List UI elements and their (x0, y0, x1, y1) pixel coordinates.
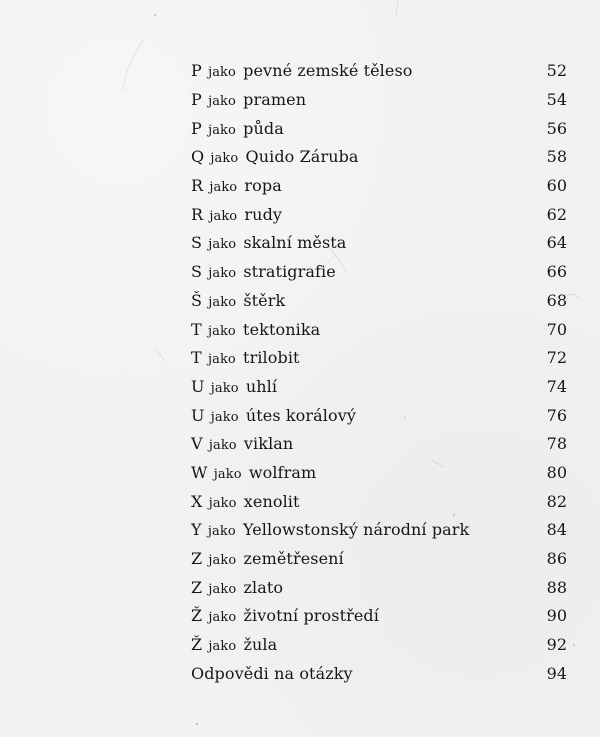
toc-title: pramen (243, 90, 307, 110)
toc-letter: S (191, 262, 203, 282)
toc-title: žula (243, 635, 278, 655)
toc-entry-label (191, 436, 293, 452)
toc-connector: jako (208, 65, 236, 81)
toc-entry-label (191, 63, 413, 79)
toc-letter: Q (191, 147, 205, 167)
toc-letter: T (191, 348, 202, 368)
toc-entry-label (191, 178, 282, 194)
toc-entry-label (191, 235, 346, 251)
toc-title: pevné zemské těleso (243, 61, 413, 81)
toc-row (191, 573, 567, 602)
toc-row (191, 602, 567, 631)
toc-page-number: 82 (546, 491, 567, 511)
toc-title: ropa (244, 176, 282, 196)
toc-page-number: 68 (546, 290, 567, 310)
toc-connector: jako (208, 581, 237, 597)
toc-row (191, 57, 567, 86)
toc-entry-label (191, 376, 278, 396)
toc-row (191, 143, 567, 172)
toc-title: uhlí (245, 376, 278, 396)
toc-connector: jako (209, 208, 238, 224)
toc-connector: jako (208, 266, 237, 282)
toc-entry-label (191, 350, 300, 366)
toc-connector: jako (210, 409, 239, 425)
toc-letter: T (191, 319, 202, 339)
toc-row (191, 430, 567, 459)
toc-letter: X (191, 491, 203, 511)
toc-row (191, 114, 567, 143)
toc-letter: P (191, 90, 202, 110)
toc-page-number: 54 (546, 90, 567, 110)
toc-row (191, 315, 567, 344)
toc-page-number: 84 (546, 520, 567, 540)
toc-title: životní prostředí (243, 606, 379, 626)
toc-title: zlato (243, 577, 284, 597)
toc-page-number: 74 (546, 376, 567, 396)
toc-connector: jako (208, 294, 237, 310)
toc-row-final (191, 659, 567, 688)
toc-letter: R (191, 176, 204, 196)
toc-row (191, 287, 567, 316)
toc-title: útes korálový (245, 405, 357, 425)
toc-page-number: 72 (546, 348, 567, 368)
table-of-contents (191, 57, 567, 688)
toc-row (191, 200, 567, 229)
toc-letter: Z (191, 549, 203, 569)
toc-row (191, 373, 567, 402)
toc-title: wolfram (248, 462, 317, 482)
toc-row (191, 631, 567, 660)
toc-page-number: 78 (546, 434, 567, 454)
toc-row (191, 401, 567, 430)
toc-page-number: 58 (546, 147, 567, 167)
toc-letter: P (191, 118, 202, 138)
toc-connector: jako (208, 495, 237, 511)
toc-row (191, 229, 567, 258)
toc-entry-label (191, 405, 357, 425)
toc-connector: jako (207, 323, 236, 339)
toc-title: viklan (243, 434, 294, 454)
toc-letter: W (191, 462, 208, 482)
toc-letter: U (191, 405, 205, 425)
toc-entry-label (191, 462, 317, 482)
toc-title: Quido Záruba (245, 147, 359, 167)
toc-letter: Z (191, 577, 203, 597)
toc-title: zemětřesení (243, 549, 344, 569)
toc-row (191, 86, 567, 115)
toc-title: rudy (244, 204, 283, 224)
toc-final-page-number: 94 (546, 663, 567, 683)
toc-page-number: 88 (546, 577, 567, 597)
toc-letter: Ž (191, 606, 203, 626)
toc-row (191, 459, 567, 488)
toc-connector: jako (210, 151, 239, 167)
toc-letter: R (191, 204, 204, 224)
toc-page-number: 80 (546, 462, 567, 482)
toc-row (191, 487, 567, 516)
toc-entry-label (191, 290, 286, 310)
toc-title: Yellowstonský národní park (242, 520, 470, 540)
toc-letter: Y (191, 520, 202, 540)
toc-entry-label (191, 264, 336, 280)
toc-row (191, 258, 567, 287)
toc-connector: jako (213, 466, 242, 482)
toc-title: stratigrafie (243, 262, 336, 282)
toc-row (191, 172, 567, 201)
toc-connector: jako (208, 438, 237, 454)
toc-title: tektonika (243, 319, 321, 339)
toc-connector: jako (208, 94, 236, 110)
toc-entry-label (191, 92, 306, 108)
toc-title: skalní města (243, 233, 347, 253)
toc-title: xenolit (243, 491, 300, 511)
toc-title: trilobit (243, 348, 300, 368)
toc-page-number: 92 (546, 635, 567, 655)
toc-letter: Š (191, 290, 203, 310)
toc-page-number: 64 (546, 233, 567, 253)
toc-entry-label (191, 149, 359, 165)
toc-connector: jako (210, 380, 239, 396)
toc-connector: jako (208, 237, 237, 253)
toc-letter: V (191, 434, 203, 454)
toc-connector: jako (209, 180, 238, 196)
toc-entry-label (191, 577, 284, 597)
toc-page-number: 90 (546, 606, 567, 626)
toc-connector: jako (208, 553, 237, 569)
toc-connector: jako (208, 639, 237, 655)
toc-row (191, 344, 567, 373)
toc-title: štěrk (243, 290, 286, 310)
toc-connector: jako (208, 610, 237, 626)
toc-entry-label (191, 491, 300, 511)
toc-page-number: 66 (546, 262, 567, 282)
toc-connector: jako (207, 352, 236, 368)
toc-entry-label (191, 522, 469, 538)
toc-page-number: 70 (546, 319, 567, 339)
toc-page-number: 56 (546, 118, 567, 138)
toc-letter: U (191, 376, 205, 396)
toc-entry-label (191, 637, 277, 653)
toc-page-number: 86 (546, 549, 567, 569)
toc-page-number: 60 (546, 176, 567, 196)
toc-final-title: Odpovědi na otázky (191, 663, 353, 683)
toc-title: půda (243, 118, 284, 138)
toc-page-number: 76 (546, 405, 567, 425)
toc-entry-label (191, 204, 283, 224)
toc-page-number: 52 (546, 61, 567, 81)
toc-connector: jako (207, 524, 236, 540)
toc-letter: S (191, 233, 203, 253)
toc-entry-label (191, 319, 321, 339)
toc-letter: Ž (191, 635, 203, 655)
toc-entry-label (191, 551, 344, 567)
toc-row (191, 545, 567, 574)
toc-connector: jako (208, 122, 236, 138)
toc-row (191, 516, 567, 545)
toc-entry-label (191, 118, 284, 138)
toc-entry-label (191, 608, 379, 624)
toc-letter: P (191, 61, 202, 81)
toc-page-number: 62 (546, 204, 567, 224)
